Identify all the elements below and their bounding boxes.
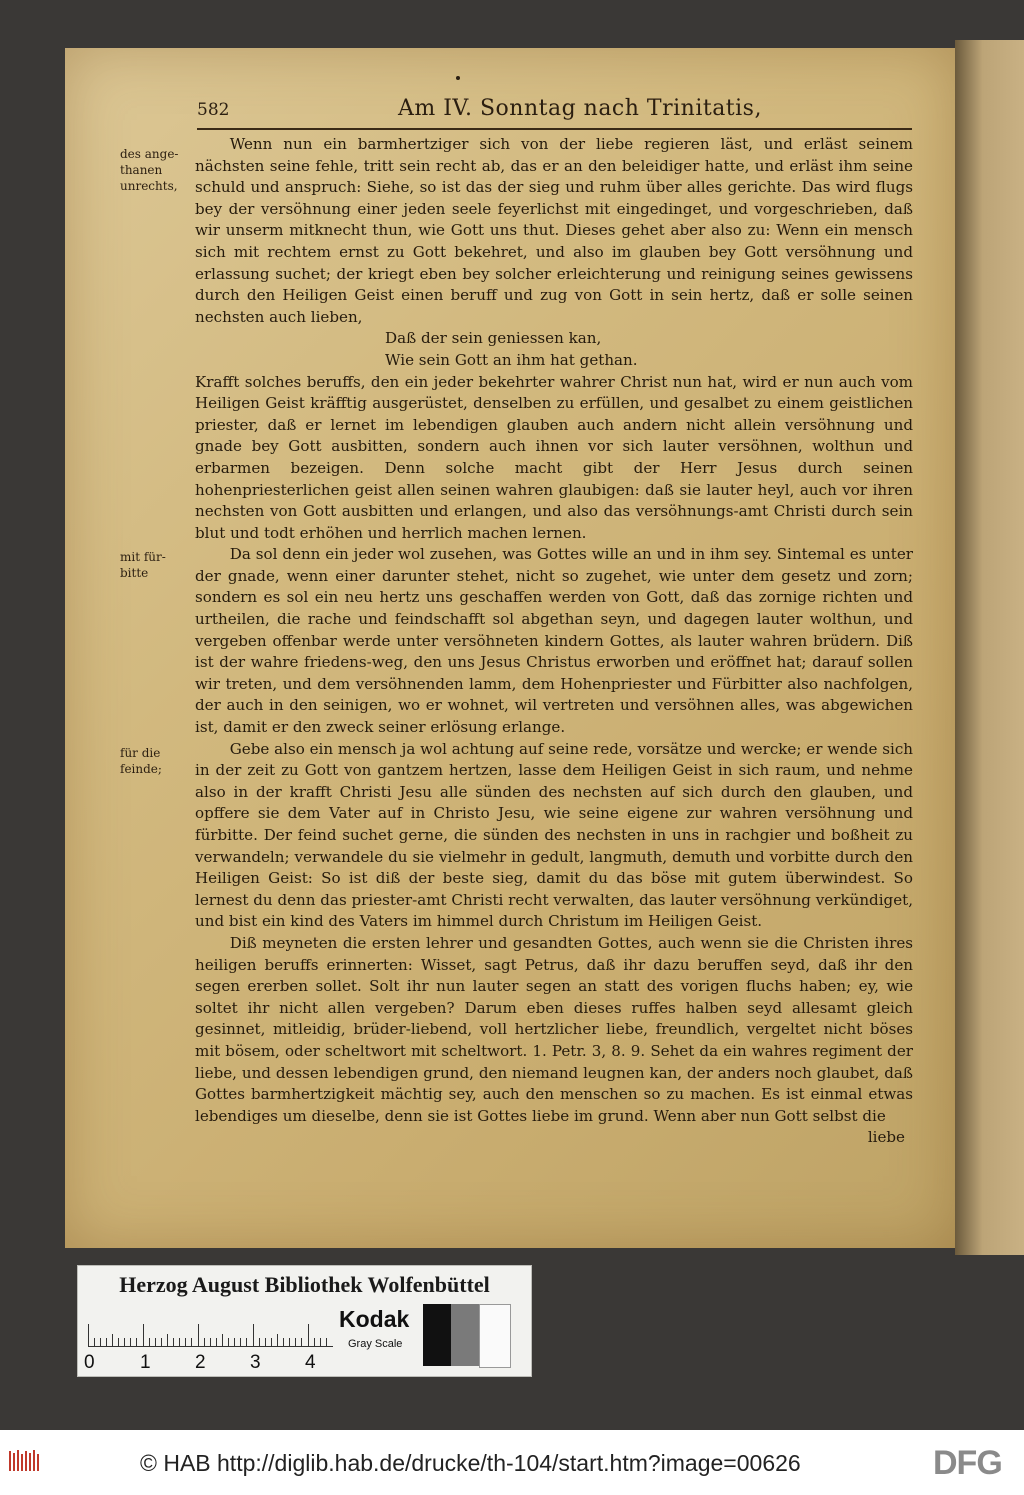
page-number: 582: [197, 100, 230, 120]
body-text: [195, 134, 913, 1149]
dfg-logo[interactable]: DFG: [933, 1444, 1002, 1482]
margin-note-line: feinde;: [120, 762, 162, 776]
margin-note-line: unrechts,: [120, 179, 178, 193]
margin-note-line: des ange-: [120, 147, 179, 161]
scale-number: 2: [195, 1352, 206, 1373]
scale-number: 4: [305, 1352, 316, 1373]
gray-patch-black: [423, 1304, 451, 1366]
verse-line: Daß der sein geniessen kan,: [385, 329, 602, 348]
running-head: Am IV. Sonntag nach Trinitatis,: [398, 96, 762, 121]
gray-scale-label: Gray Scale: [348, 1338, 403, 1350]
head-rule: [197, 128, 912, 130]
copyright-link[interactable]: © HAB http://diglib.hab.de/drucke/th-104/start.htm?image=00626: [140, 1450, 801, 1476]
ruler: [88, 1308, 333, 1347]
verse-line: Wie sein Gott an ihm hat gethan.: [385, 350, 638, 369]
margin-note: [120, 549, 195, 581]
margin-note-line: mit für-: [120, 550, 166, 564]
kodak-logo: Kodak: [339, 1306, 410, 1332]
margin-note-line: bitte: [120, 566, 149, 580]
scale-number: 0: [84, 1352, 95, 1373]
adjacent-page-edge: [955, 40, 1024, 1255]
paragraph: Gebe also ein mensch ja wol achtung auf seine rede, vorsätze und wercke; er wende sich in der zeit zu Gott von gantzem hertzen, lasse dem Heiligen Geist in sich raum, und nehme also in der krafft Christi Jesu alle sünden des nechsten auf sich durch den glauben, und opffere sie dem Vater auf in Christo Jesu, wie seine eigene zur wahren versöhnung und fürbitte. Der feind suchet gerne, die sünden des nechsten in uns in rachgier und boßheit zu verwandeln; verwandele du sie vielmehr in gedult, langmuth, demuth und vorbitte durch den Heiligen Geist: So ist diß der beste sieg, damit du das böse mit gutem überwindest. So lernest du denn das priester-amt Christi recht verwalten, das lauter versöhnung verkündiget, und bist ein kind des Vaters im himmel durch Christum im Heiligen Geist.: [195, 739, 913, 931]
scale-number: 3: [250, 1352, 261, 1373]
catchword: liebe: [867, 1128, 905, 1147]
margin-note-line: für die: [120, 746, 161, 760]
gray-patch-white: [479, 1304, 511, 1368]
scale-number: 1: [140, 1352, 151, 1373]
margin-note: [120, 745, 195, 777]
viewer-footer: [0, 1430, 1024, 1495]
margin-note-line: thanen: [120, 163, 163, 177]
print-dot: [456, 76, 460, 80]
paragraph: Krafft solches beruffs, den ein jeder bekehrter wahrer Christ nun hat, wird er nun auch vom Heiligen Geist kräfftig ausgerüstet, denselben zu erfüllen, und gesalbet zu einem geistlichen priester, daß er lernet im lebendigen glauben auch andern nicht allein versöhnung und gnade bey Gott ausbitten, sondern auch ihnen vor sich lauter versöhnen, wolthun und erbarmen bezeigen. Denn solche macht gibt der Herr Jesus durch seinen hohenpriesterlichen geist allen seinen wahren glaubigen: daß sie lauter heyl, auch vor ihren nechsten von Gott ausbitten und erlangen, und also das versöhnungs-amt Christi durch sein blut und todt erhöhen und herrlich machen lernen.: [195, 372, 913, 542]
paragraph: Wenn nun ein barmhertziger sich von der liebe regieren läst, und erläst seinem nächsten seine fehle, tritt sein recht ab, das er an den beleidiger hatte, und erläst ihm seine schuld und anspruch: Siehe, so ist das der sieg und ruhm über alles gerichte. Das wird flugs bey der versöhnung einer jeden seele feyerlichst mit eingedinget, und vorgeschrieben, daß wir unserm mitknecht thun, wie Gott uns thut. Dieses gehet aber also zu: Wenn ein mensch sich mit rechtem ernst zu Gott bekehret, und also im glauben bey Gott versöhnung und erlassung suchet; der kriegt eben bey solcher erleichterung und reinigung seines gewissens durch den Heiligen Geist einen beruff und zug von Gott in sein hertz, daß er solle seinen nechsten auch lieben,: [195, 135, 913, 326]
hab-logo-icon[interactable]: [8, 1445, 40, 1477]
paragraph: Da sol denn ein jeder wol zusehen, was Gottes wille an und in ihm sey. Sintemal es unter der gnade, wenn einer darunter stehet, nicht so zugehet, wie unter dem gesetz und zorn; sondern es sol ein neu hertz uns geschaffen werden von Gott, daß das zornige richten und urtheilen, die rache und feindschafft sol abgethan seyn, und dagegen lauter wolthun, und vergeben offenbar werde unter versöhneten kindern Gottes, als lauter wahren brüdern. Diß ist der wahre friedens-weg, den uns Jesus Christus erworben und eröffnet hat; darauf sollen wir treten, und dem versöhnenden lamm, dem Hohenpriester und Fürbitter also nachfolgen, der auch in den seinigen, wo er wohnet, wil vertreten und versöhnen alles, was abgewichen ist, damit er den zweck seiner erlösung erlange.: [195, 545, 913, 737]
margin-note: [120, 146, 195, 194]
gray-patch-mid: [451, 1304, 479, 1366]
institution-name: Herzog August Bibliothek Wolfenbüttel: [119, 1272, 490, 1297]
paragraph: Diß meyneten die ersten lehrer und gesandten Gottes, auch wenn sie die Christen ihres heiligen beruffs erinnerten: Wisset, sagt Petrus, daß ihr dazu beruffen seyd, daß ihr den segen ererben sollet. Solt ihr nun lauter segen an statt des vorigen fluchs haben; ey, wie soltet ihr nicht allen vergeben? Darum eben dieses ruffes halben seyd allesamt gleich gesinnet, mitleidig, brüder-liebend, voll hertzlicher liebe, freundlich, vergeltet nicht böses mit bösem, oder scheltwort mit scheltwort. 1. Petr. 3, 8. 9. Sehet da ein wahres regiment der liebe, und dessen lebendigen grund, den niemand leugnen kan, der anders noch glaubet, daß Gottes barmhertzigkeit mächtig sey, auch den menschen so zu machen. Es ist einmal etwas lebendiges um dieselbe, denn sie ist Gottes liebe im grund. Wenn aber nun Gott selbst die: [195, 933, 913, 1125]
